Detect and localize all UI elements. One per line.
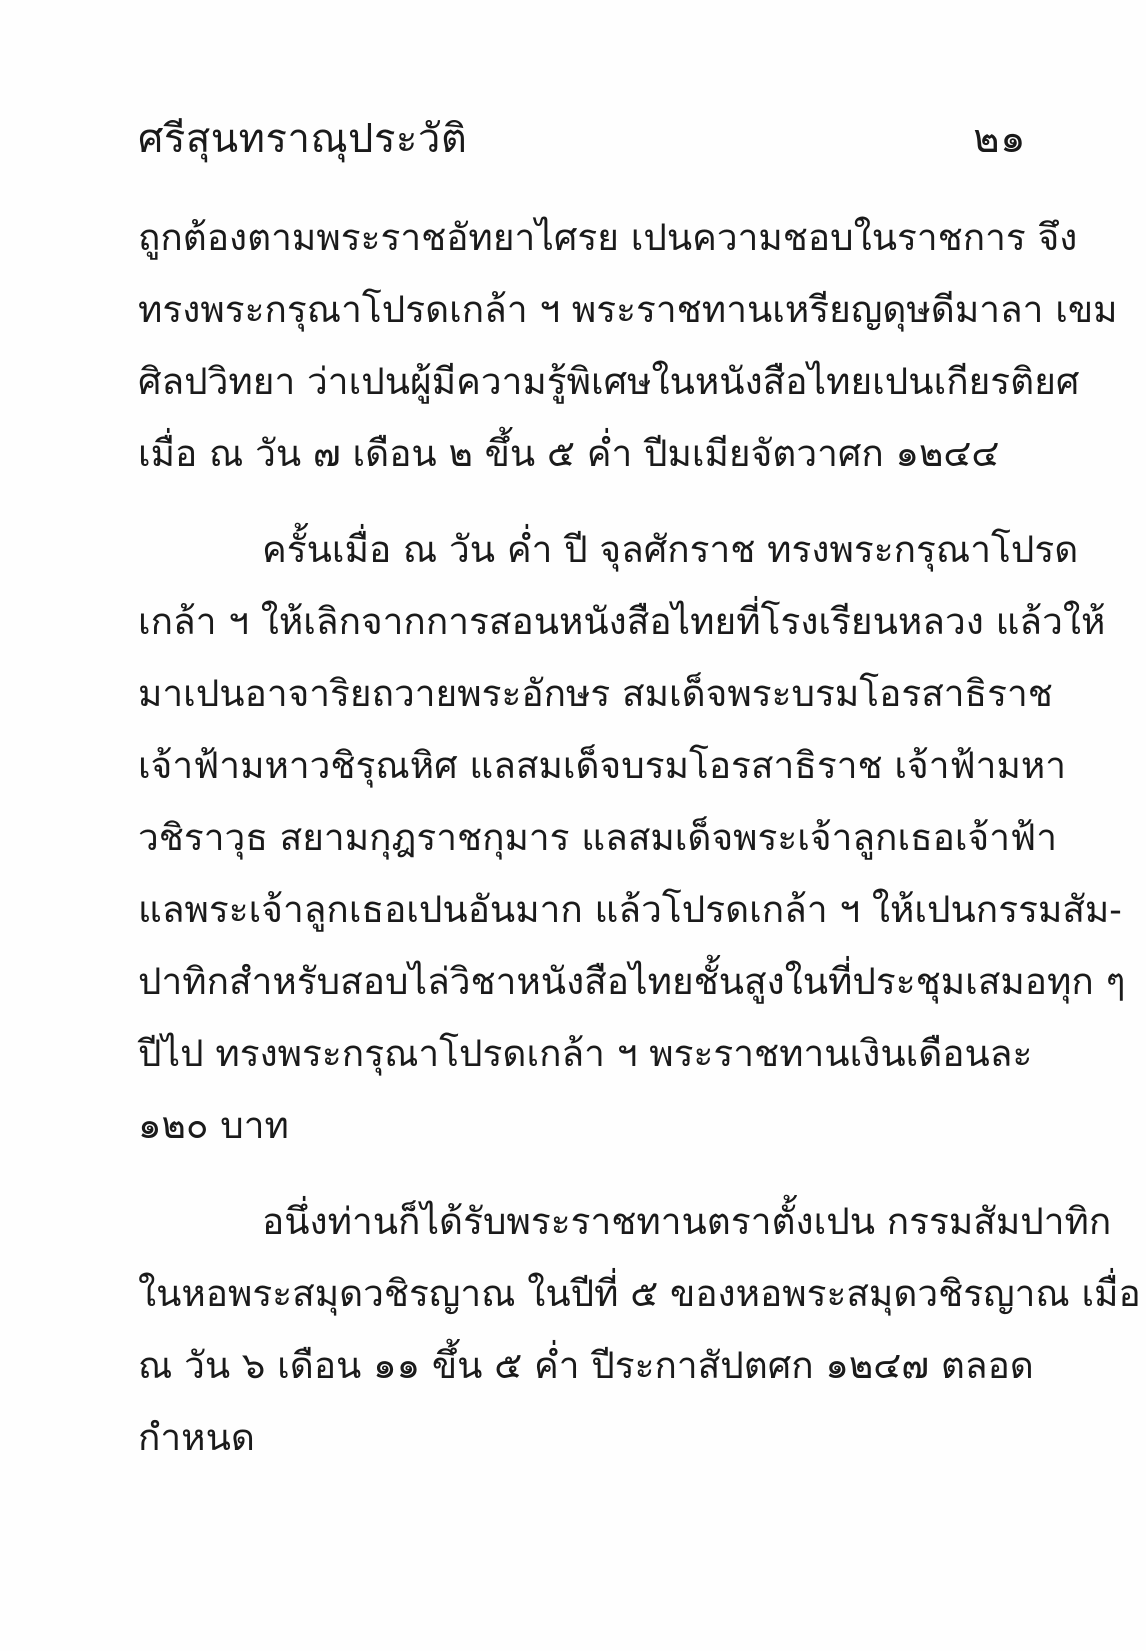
text-line: อนึ่งท่านก็ได้รับพระราชทานตราตั้งเปน กรรมสัมปาทิก xyxy=(262,1200,1112,1243)
text-line: มาเปนอาจาริยถวายพระอักษร สมเด็จพระบรมโอรสาธิราช xyxy=(138,672,1053,715)
text-line: ๑๒๐ บาท xyxy=(138,1104,289,1147)
paragraph-gap xyxy=(138,1162,1018,1186)
text-line: ทรงพระกรุณาโปรดเกล้า ฯ พระราชทานเหรียญดุษดีมาลา เขม xyxy=(138,288,1118,331)
page-number: ๒๑ xyxy=(973,116,1026,162)
text-line: ในหอพระสมุดวชิรญาณ ในปีที่ ๕ ของหอพระสมุดวชิรญาณ เมื่อ xyxy=(138,1272,1141,1315)
paragraph-gap xyxy=(138,490,1018,514)
text-line: แลพระเจ้าลูกเธอเปนอันมาก แล้วโปรดเกล้า ฯ ให้เปนกรรมสัม- xyxy=(138,888,1122,931)
text-line: ศิลปวิทยา ว่าเปนผู้มีความรู้พิเศษในหนังสือไทยเปนเกียรติยศ xyxy=(138,360,1080,403)
text-line: ปีไป ทรงพระกรุณาโปรดเกล้า ฯ พระราชทานเงินเดือนละ xyxy=(138,1032,1033,1075)
page-header xyxy=(138,108,1026,168)
text-line: เมื่อ ณ วัน ๗ เดือน ๒ ขึ้น ๕ ค่ำ ปีมเมียจัตวาศก ๑๒๔๔ xyxy=(138,432,1000,475)
text-line: กำหนด xyxy=(138,1416,255,1459)
body-text xyxy=(138,202,1141,1474)
text-line: ถูกต้องตามพระราชอัทยาไศรย เปนความชอบในราชการ จึง xyxy=(138,216,1078,259)
text-line: วชิราวุธ สยามกุฎราชกุมาร แลสมเด็จพระเจ้าลูกเธอเจ้าฟ้า xyxy=(138,816,1057,859)
running-title: ศรีสุนทราณุประวัติ xyxy=(138,116,468,162)
text-line: ปาทิกสำหรับสอบไล่วิชาหนังสือไทยชั้นสูงในที่ประชุมเสมอทุก ๆ xyxy=(138,960,1126,1003)
text-line: เกล้า ฯ ให้เลิกจากการสอนหนังสือไทยที่โรงเรียนหลวง แล้วให้ xyxy=(138,600,1106,643)
text-line: ณ วัน ๖ เดือน ๑๑ ขึ้น ๕ ค่ำ ปีระกาสัปตศก ๑๒๔๗ ตลอด xyxy=(138,1344,1034,1387)
text-line: เจ้าฟ้ามหาวชิรุณหิศ แลสมเด็จบรมโอรสาธิราช เจ้าฟ้ามหา xyxy=(138,744,1067,787)
text-line: ครั้นเมื่อ ณ วัน ค่ำ ปี จุลศักราช ทรงพระกรุณาโปรด xyxy=(262,528,1079,571)
